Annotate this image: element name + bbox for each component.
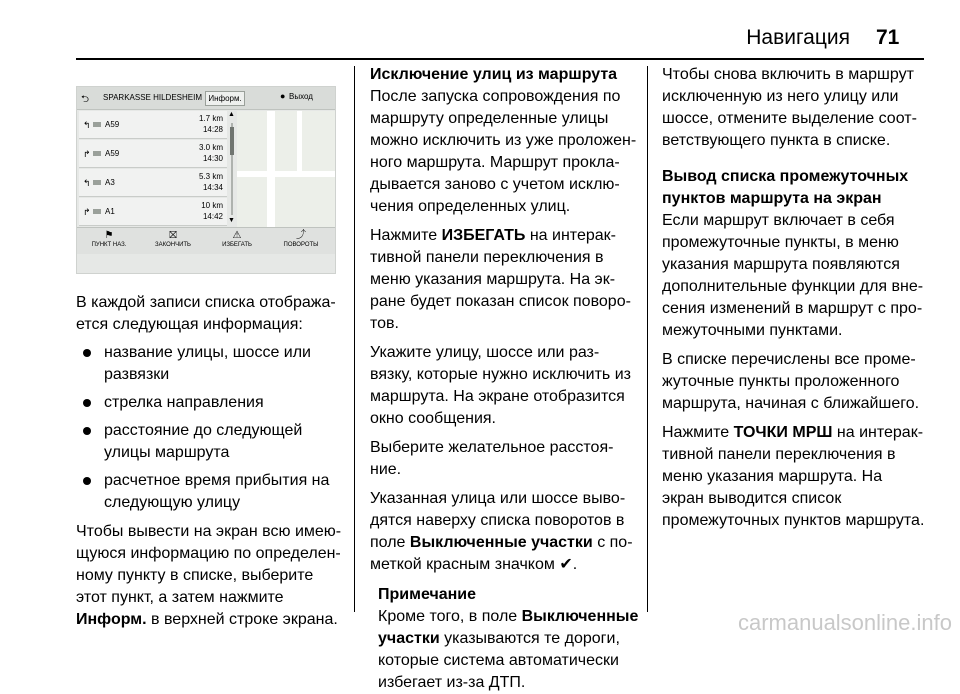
scroll-down-icon: ▼: [228, 217, 235, 224]
direction-arrow-icon: ↱: [83, 149, 91, 159]
road-sign-icon: [93, 180, 101, 185]
list-item: расстояние до следующей улицы маршрута: [76, 420, 342, 464]
distance: 3.0 km: [198, 143, 223, 152]
paragraph: Нажмите ТОЧКИ МРШ на интерак‐ тивной панели переключения в меню указания маршрута. На экран выводится список промежуточных пунктов маршрута.: [662, 424, 925, 529]
paragraph: Укажите улицу, шоссе или раз‐ вязку, которые нужно исключить из маршрута. На экране отобразится окно сообщения.: [370, 344, 631, 427]
scrollbar: [229, 111, 235, 227]
arrival-time: 14:34: [202, 183, 223, 192]
road-sign-icon: [93, 151, 101, 156]
road-name: A59: [105, 149, 120, 158]
paragraph: Нажмите ИЗБЕГАТЬ на интерак‐ тивной панели переключения в меню указания маршрута. На эк‐ ране будет показан список поворо‐ тов.: [370, 227, 631, 332]
softkey-bar: [77, 227, 335, 254]
page-number: 71: [876, 26, 900, 49]
watermark-url: carmanualsonline.info: [737, 610, 952, 635]
destination-name: SPARKASSE HILDESHEIM: [103, 93, 202, 102]
column-3: [662, 64, 926, 532]
softkey-turns: ⤴ ПОВОРОТЫ: [269, 230, 333, 248]
exit-button: Выход: [289, 92, 313, 101]
list-item: название улицы, шоссе или развязки: [76, 342, 342, 386]
arrival-time: 14:42: [202, 212, 223, 221]
bullet-icon: [83, 477, 91, 485]
road-sign-icon: [93, 122, 101, 127]
arrival-time: 14:30: [202, 154, 223, 163]
turns-icon: ⤴: [296, 230, 306, 241]
paragraph: После запуска сопровождения по маршруту определенные улицы можно исключить из уже проложен‐ ного маршрута. Маршрут прокла‐ дывается заново с учетом исклю‐ чения определенных улиц.: [370, 88, 637, 215]
list-item: [79, 198, 227, 226]
paragraph: Если маршрут включает в себя промежуточные пункты, в меню указания маршрута появляются дополнительные функции для вне‐ сения изменений в маршрут с про‐ межуточными пунктами.: [662, 212, 924, 339]
avoid-icon: ⚠: [232, 230, 242, 241]
softkey-destination: ⚑ ПУНКТ НАЗ.: [77, 230, 141, 248]
intro-text: В каждой записи списка отобража‐ ется следующая информация:: [76, 294, 336, 333]
direction-arrow-icon: ↰: [83, 120, 91, 130]
navigation-screenshot: [76, 86, 336, 274]
column-divider: [647, 66, 648, 612]
softkey-finish: ⛝ ЗАКОНЧИТЬ: [141, 230, 205, 248]
scroll-up-icon: ▲: [228, 111, 235, 118]
bullet-icon: [83, 427, 91, 435]
paragraph: Выберите желательное расстоя‐ ние.: [370, 439, 614, 478]
direction-arrow-icon: ↱: [83, 207, 91, 217]
road-sign-icon: [93, 209, 101, 214]
info-list: [76, 342, 342, 514]
list-item: стрелка направления: [76, 392, 342, 414]
turn-list: [79, 111, 227, 227]
paragraph: Чтобы вывести на экран всю имею‐ щуюся информацию по определен‐ ному пункту в списке, выберите этот пункт, а затем нажмите Информ. в верхней строке экрана.: [76, 523, 342, 628]
info-button: Информ.: [205, 91, 245, 106]
softkey-avoid: ⚠ ИЗБЕГАТЬ: [205, 230, 269, 248]
arrival-time: 14:28: [202, 125, 223, 134]
bullet-icon: [83, 399, 91, 407]
paragraph: В списке перечислены все проме‐ жуточные пункты проложенного маршрута, начиная с ближайшего.: [662, 351, 920, 412]
list-item: [79, 140, 227, 168]
bullet-icon: [83, 349, 91, 357]
road-name: A3: [105, 178, 115, 187]
stop-icon: ⛝: [169, 230, 177, 241]
direction-arrow-icon: ↰: [83, 178, 91, 188]
note-title: Примечание: [378, 586, 477, 603]
distance: 5.3 km: [198, 172, 223, 181]
screen-top-bar: [77, 87, 335, 110]
road-name: A59: [105, 120, 120, 129]
section-title: Навигация: [746, 26, 850, 49]
column-2: [370, 64, 642, 694]
paragraph: Чтобы снова включить в маршрут исключенную из него улицу или шоссе, отмените выделение соот‐ ветствующего пункта в списке.: [662, 66, 917, 149]
section-heading: Исключение улиц из маршрута: [370, 66, 618, 83]
exit-icon: ●: [280, 91, 286, 101]
list-item: [79, 111, 227, 139]
map-view: [237, 111, 335, 227]
flag-icon: ⚑: [104, 230, 114, 241]
section-heading: Вывод списка промежуточных пунктов маршрута на экран: [662, 168, 909, 207]
column-divider: [354, 66, 355, 612]
distance: 10 km: [201, 201, 223, 210]
check-mark-icon: ✔: [559, 556, 573, 573]
header-rule: [76, 58, 924, 60]
distance: 1.7 km: [198, 114, 223, 123]
back-arrow-icon: ⮌: [81, 94, 90, 105]
paragraph: Указанная улица или шоссе выво‐ дятся наверху списка поворотов в поле Выключенные участки с по‐ меткой красным значком ✔.: [370, 490, 633, 573]
scroll-thumb: [230, 127, 234, 155]
note-text: Кроме того, в поле Выключенные участки указываются те дороги, которые система автоматически избегает из-за ДТП.: [378, 608, 639, 691]
note-box: [378, 584, 642, 694]
column-1: [76, 292, 342, 631]
list-item: расчетное время прибытия на следующую улицу: [76, 470, 342, 514]
road-name: A1: [105, 207, 115, 216]
list-item: [79, 169, 227, 197]
